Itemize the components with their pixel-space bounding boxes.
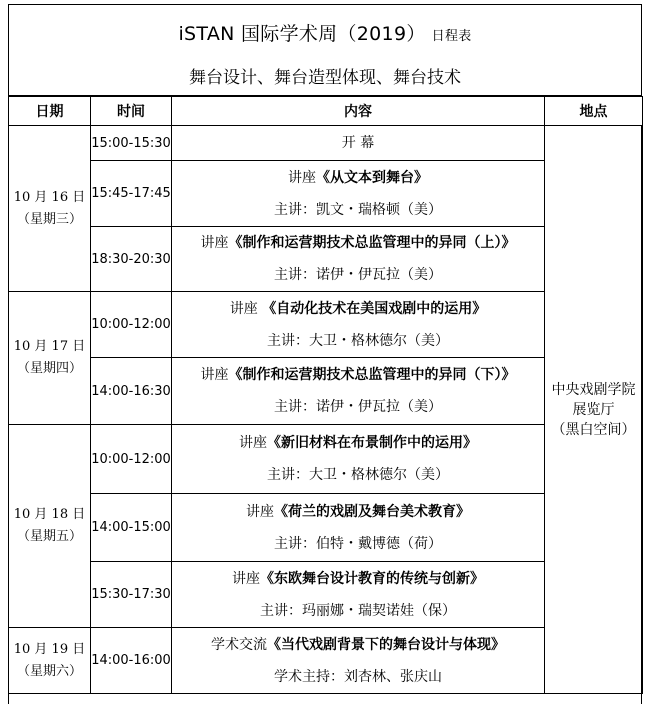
content-cell — [172, 628, 545, 694]
time-cell: 10:00-12:00 — [91, 292, 172, 358]
content-cell — [172, 292, 545, 358]
time-cell: 15:30-17:30 — [91, 562, 172, 628]
time-cell: 14:00-15:00 — [91, 494, 172, 562]
lecture-title — [172, 563, 544, 595]
time-cell: 18:30-20:30 — [91, 227, 172, 292]
time-cell: 10:00-12:00 — [91, 425, 172, 494]
lecture-title — [172, 227, 544, 259]
lecture-title — [172, 427, 544, 459]
speaker-text: 主讲：大卫・格林德尔（美） — [267, 467, 449, 483]
lecture-name: 《自动化技术在美国戏剧中的运用》 — [262, 300, 487, 317]
time-cell: 14:00-16:30 — [91, 358, 172, 425]
lecture-title — [172, 359, 544, 391]
column-header-date: 日期 — [9, 97, 91, 126]
opening-label: 开 幕 — [341, 135, 375, 151]
lecture-name: 《东欧舞台设计教育的传统与创新》 — [260, 570, 484, 587]
lecture-prefix: 讲座 — [200, 235, 229, 251]
content-cell — [172, 161, 545, 227]
speaker-text: 主讲：凯文・瑞格顿（美） — [274, 201, 442, 218]
column-header-venue: 地点 — [545, 97, 643, 126]
lecture-title — [172, 496, 544, 528]
weekday-text: （星期三） — [16, 211, 82, 227]
weekday-text: （星期四） — [16, 361, 82, 376]
title-text: iSTAN 国际学术周（2019） — [178, 23, 426, 45]
speaker-text: 主讲：大卫・格林德尔（美） — [267, 332, 449, 349]
table-header-row — [9, 97, 643, 126]
date-cell — [9, 425, 91, 628]
time-cell: 15:45-17:45 — [91, 161, 172, 227]
date-text: 10 月 18 日 — [13, 507, 86, 522]
date-cell — [9, 126, 91, 292]
date-cell — [9, 628, 91, 694]
content-cell — [172, 358, 545, 425]
venue-line-3: （黑白空间） — [551, 421, 636, 438]
document-subtitle: 舞台设计、舞台造型体现、舞台技术 — [189, 68, 461, 88]
lecture-prefix: 讲座 — [288, 169, 316, 186]
schedule-table — [8, 96, 643, 694]
lecture-name: 《制作和运营期技术总监管理中的异同（下）》 — [228, 367, 516, 383]
lecture-prefix: 讲座 — [232, 570, 260, 587]
speaker-text: 学术主持：刘杏林、张庆山 — [274, 668, 442, 685]
schedule-document — [8, 4, 642, 704]
content-cell — [172, 227, 545, 292]
lecture-name: 《从文本到舞台》 — [316, 169, 428, 186]
table-row — [9, 126, 643, 161]
lecture-title — [172, 293, 544, 325]
weekday-text: （星期六） — [16, 663, 82, 679]
venue-cell — [545, 126, 643, 694]
speaker-text: 主讲：诺伊・伊瓦拉（美） — [274, 267, 442, 283]
content-cell — [172, 126, 545, 161]
lecture-prefix: 讲座 — [246, 503, 274, 520]
content-cell — [172, 562, 545, 628]
lecture-name: 《荷兰的戏剧及舞台美术教育》 — [274, 503, 470, 520]
content-cell — [172, 425, 545, 494]
date-text: 10 月 17 日 — [13, 339, 86, 354]
venue-line-1: 中央戏剧学院 — [551, 381, 636, 398]
column-header-time: 时间 — [91, 97, 172, 126]
speaker-text: 主讲：玛丽娜・瑞契诺娃（保） — [260, 602, 456, 619]
speaker-text: 主讲：诺伊・伊瓦拉（美） — [274, 399, 442, 415]
lecture-title — [172, 629, 544, 661]
date-text: 10 月 16 日 — [13, 189, 86, 205]
lecture-prefix: 学术交流 — [211, 636, 267, 653]
lecture-prefix: 讲座 — [239, 435, 267, 451]
time-cell: 15:00-15:30 — [91, 126, 172, 161]
lecture-name: 《新旧材料在布景制作中的运用》 — [267, 435, 477, 451]
title-suffix: 日程表 — [431, 29, 472, 44]
time-cell: 14:00-16:00 — [91, 628, 172, 694]
lecture-title — [172, 162, 544, 194]
column-header-content: 内容 — [172, 97, 545, 126]
content-cell — [172, 494, 545, 562]
lecture-name: 《制作和运营期技术总监管理中的异同（上）》 — [228, 235, 516, 251]
speaker-text: 主讲：伯特・戴博德（荷） — [274, 535, 442, 552]
document-title — [9, 19, 641, 46]
weekday-text: （星期五） — [16, 529, 82, 544]
venue-line-2: 展览厅 — [572, 401, 615, 418]
lecture-prefix: 讲座 — [229, 300, 263, 317]
lecture-name: 《当代戏剧背景下的舞台设计与体现》 — [267, 636, 505, 653]
title-block — [9, 5, 641, 96]
date-text: 10 月 19 日 — [13, 641, 86, 657]
date-cell — [9, 292, 91, 425]
lecture-prefix: 讲座 — [200, 367, 229, 383]
